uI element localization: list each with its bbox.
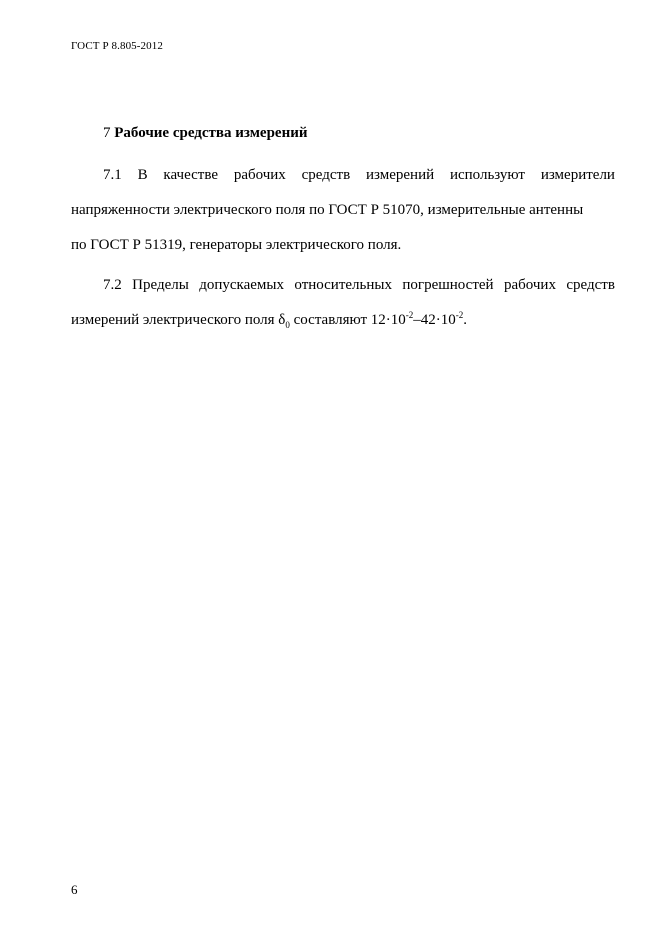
section-title: Рабочие средства измерений xyxy=(114,125,308,141)
word: средств xyxy=(301,167,351,183)
paragraph-7-1-line-3: по ГОСТ Р 51319, генераторы электрического поля. xyxy=(71,237,402,253)
word: качестве xyxy=(163,167,218,183)
word: рабочих xyxy=(503,277,556,293)
paragraph-7-2-line-2 xyxy=(71,303,615,338)
page-number: 6 xyxy=(71,882,78,897)
text-fragment: . xyxy=(463,312,468,328)
exponent: -2 xyxy=(405,310,414,320)
word: измерители xyxy=(540,167,615,183)
paragraph-7-1-line-1 xyxy=(71,158,615,193)
word: относительных xyxy=(294,277,392,293)
delta-subscript: 0 xyxy=(285,320,290,330)
paragraph-7-1-line-2: напряженности электрического поля по ГОСТ Р 51070, измерительные антенны xyxy=(71,202,584,218)
text-fragment: –42·10 xyxy=(413,312,456,328)
word: допускаемых xyxy=(199,277,284,293)
text-fragment: составляют 12·10 xyxy=(289,312,406,328)
paragraph-7-2-line-1 xyxy=(71,268,615,303)
text-fragment: измерений электрического поля δ xyxy=(71,312,286,328)
section-number: 7 xyxy=(103,125,111,141)
word: измерений xyxy=(366,167,435,183)
word: В xyxy=(137,167,148,183)
word: используют xyxy=(449,167,525,183)
section-heading xyxy=(103,125,308,142)
exponent: -2 xyxy=(455,310,464,320)
word: 7.1 xyxy=(103,167,122,183)
paragraph-7-1 xyxy=(71,158,615,263)
word: средств xyxy=(566,277,615,293)
paragraph-7-2 xyxy=(71,268,615,338)
word: погрешностей xyxy=(402,277,494,293)
document-header: ГОСТ Р 8.805-2012 xyxy=(71,40,163,52)
word: Пределы xyxy=(132,277,189,293)
word: рабочих xyxy=(233,167,286,183)
word: 7.2 xyxy=(103,277,122,293)
